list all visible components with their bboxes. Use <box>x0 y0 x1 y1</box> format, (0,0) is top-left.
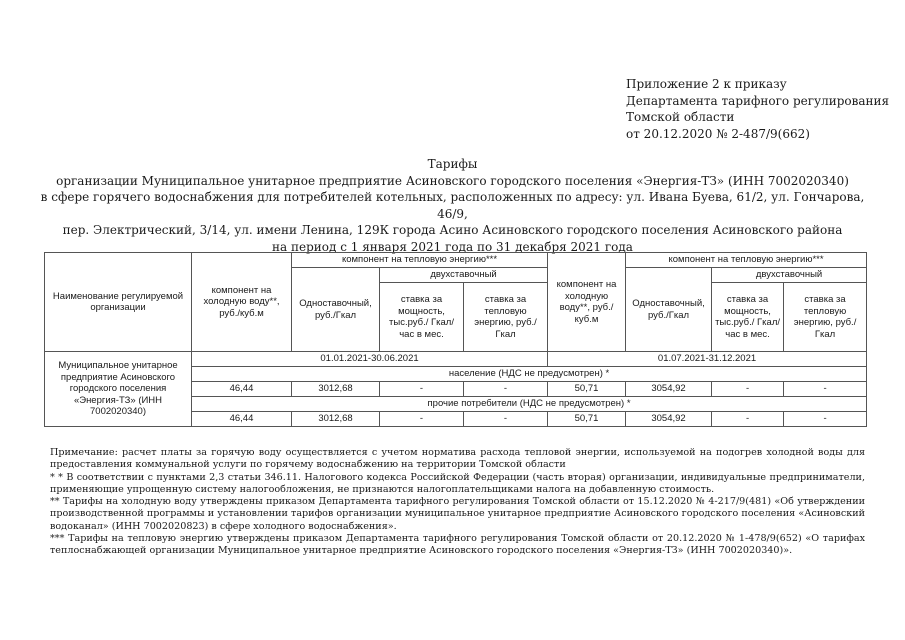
cell-cold-water: 50,71 <box>548 412 626 427</box>
cell-single-rate: 3012,68 <box>292 412 380 427</box>
title-line: на период с 1 января 2021 года по 31 декабря 2021 года <box>272 239 633 254</box>
period-1: 01.01.2021-30.06.2021 <box>192 352 548 367</box>
tariff-table <box>44 252 867 427</box>
cell-capacity-rate: - <box>712 382 784 397</box>
header-capacity-rate: ставка за мощность, тыс.руб./ Гкал/час в мес. <box>712 283 784 352</box>
note-paragraph: ** Тарифы на холодную воду утверждены приказом Департамента тарифного регулирования Томской области от 15.12.2020 № 4-217/9(481) «Об утверждении производственной программы и установлении тарифов организации муниципальное унитарное предприятие Асиновского городского поселения «Асиновский водоканал» (ИНН 7002020823) в сфере холодного водоснабжения». <box>50 496 865 532</box>
cell-capacity-rate: - <box>380 412 464 427</box>
appendix-line: от 20.12.2020 № 2-487/9(662) <box>626 126 810 141</box>
cell-single-rate: 3054,92 <box>626 412 712 427</box>
period-2: 01.07.2021-31.12.2021 <box>548 352 867 367</box>
cell-energy-rate: - <box>784 412 867 427</box>
cell-capacity-rate: - <box>712 412 784 427</box>
cell-energy-rate: - <box>464 382 548 397</box>
cell-cold-water: 50,71 <box>548 382 626 397</box>
header-single-rate: Одноставочный, руб./Гкал <box>626 268 712 352</box>
document-heading: Тарифы <box>427 157 478 171</box>
header-two-part: двухставочный <box>712 268 867 283</box>
header-cold-water: компонент на холодную воду**, руб./куб.м <box>192 253 292 352</box>
org-name-cell: Муниципальное унитарное предприятие Асиновского городского поселения «Энергия-ТЗ» (ИНН 7002020340) <box>45 352 192 427</box>
cell-single-rate: 3054,92 <box>626 382 712 397</box>
cell-cold-water: 46,44 <box>192 382 292 397</box>
appendix-line: Департамента тарифного регулирования <box>626 93 890 108</box>
cell-cold-water: 46,44 <box>192 412 292 427</box>
title-line: пер. Электрический, 3/14, ул. имени Ленина, 129К города Асино Асиновского городского поселения Асиновского района <box>62 223 843 237</box>
cell-energy-rate: - <box>464 412 548 427</box>
cell-capacity-rate: - <box>380 382 464 397</box>
group-label: население (НДС не предусмотрен) * <box>192 367 867 382</box>
header-thermal: компонент на тепловую энергию*** <box>292 253 548 268</box>
header-energy-rate: ставка за тепловую энергию, руб./Гкал <box>464 283 548 352</box>
title-line: организации Муниципальное унитарное предприятие Асиновского городского поселения «Энергия-ТЗ» (ИНН 7002020340) <box>56 173 849 188</box>
header-cold-water: компонент на холодную воду**, руб./куб.м <box>548 253 626 352</box>
note-paragraph: * * В соответствии с пунктами 2,3 статьи 346.11. Налогового кодекса Российской Федерации (часть вторая) организации, индивидуальные предприниматели, применяющие упрощенную систему налогообложения, не признаются налогоплательщиками налога на добавленную стоимость. <box>50 471 865 495</box>
header-org-name: Наименование регулируемой организации <box>45 253 192 352</box>
header-energy-rate: ставка за тепловую энергию, руб./Гкал <box>784 283 867 352</box>
cell-energy-rate: - <box>784 382 867 397</box>
title-line: в сфере горячего водоснабжения для потребителей котельных, расположенных по адресу: ул. Ивана Буева, 61/2, ул. Гончарова, 46/9, <box>40 190 865 221</box>
header-two-part: двухставочный <box>380 268 548 283</box>
appendix-line: Томской области <box>626 110 735 124</box>
title-block <box>30 156 875 255</box>
cell-single-rate: 3012,68 <box>292 382 380 397</box>
header-capacity-rate: ставка за мощность, тыс.руб./ Гкал/час в мес. <box>380 283 464 352</box>
header-thermal: компонент на тепловую энергию*** <box>626 253 867 268</box>
appendix-line: Приложение 2 к приказу <box>626 77 787 91</box>
note-paragraph: Примечание: расчет платы за горячую воду осуществляется с учетом норматива расхода тепловой энергии, используемой на подогрев холодной воды для предоставления коммунальной услуги по горячему водоснабжению на территории Томской области <box>50 447 865 471</box>
note-paragraph: *** Тарифы на тепловую энергию утверждены приказом Департамента тарифного регулирования Томской области от 20.12.2020 № 1-478/9(652) «О тарифах теплоснабжающей организации Муниципальное унитарное предприятие Асиновского городского поселения «Энергия-ТЗ» (ИНН 7002020340)». <box>50 533 865 557</box>
notes-block <box>50 447 865 558</box>
group-label: прочие потребители (НДС не предусмотрен) * <box>192 397 867 412</box>
appendix-block <box>626 76 889 142</box>
header-single-rate: Одноставочный, руб./Гкал <box>292 268 380 352</box>
